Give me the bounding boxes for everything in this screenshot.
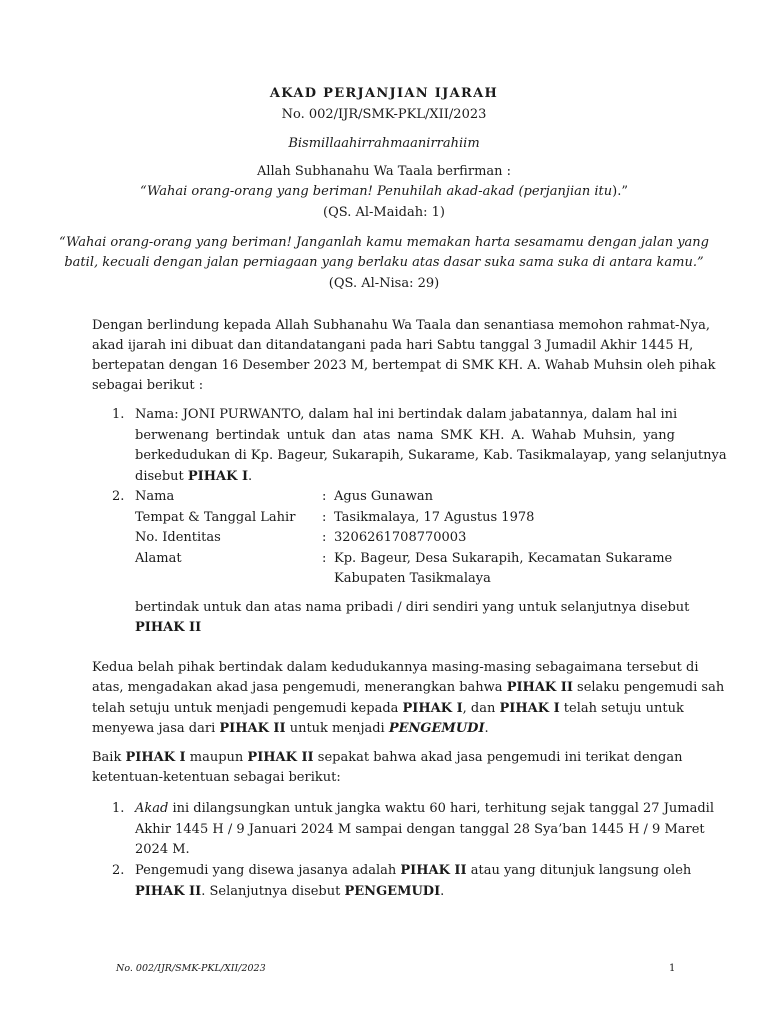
party2-value-address: Kp. Bageur, Desa Sukarapih, Kecamatan Sukarame	[334, 551, 673, 566]
para3-line-1-c: maupun	[185, 750, 248, 765]
term2-line-2-d: .	[440, 884, 445, 899]
quote-intro: Allah Subhanahu Wa Taala berfirman :	[256, 164, 512, 179]
para2-line-3-d: PIHAK I	[499, 701, 560, 716]
para2-line-1: Kedua belah pihak bertindak dalam kedudukannya masing-masing sebagaimana tersebut di	[92, 660, 699, 675]
term2-line-2-a: PIHAK II	[135, 884, 202, 899]
party1-designation-suffix: .	[248, 469, 253, 484]
term2-line-1-c: atau yang ditunjuk langsung oleh	[466, 863, 692, 878]
term1-line-1-rest: ini dilangsungkan untuk jangka waktu 60 hari, terhitung sejak tanggal 27 Jumadil	[168, 801, 715, 816]
page-number: 1	[669, 963, 676, 974]
para2-line-4-d: PENGEMUDI	[388, 721, 485, 736]
party2-sep-name: :	[322, 489, 327, 504]
quote-nisa-line2: batil, kecuali dengan jalan perniagaan yang berlaku atas dasar suka sama suka di antara kamu.”	[64, 255, 704, 270]
party1-line-4	[135, 469, 252, 484]
para2-line-3-a: telah setuju untuk menjadi pengemudi kepada	[92, 701, 403, 716]
party2-designation	[135, 620, 201, 635]
party2-label-id: No. Identitas	[135, 530, 221, 545]
party1-line-2: berwenang bertindak untuk dan atas nama SMK KH. A. Wahab Muhsin, yang	[135, 428, 675, 443]
opening-line-1: Dengan berlindung kepada Allah Subhanahu Wa Taala dan senantiasa memohon rahmat-Nya,	[92, 318, 710, 333]
term2-line-2-c: PENGEMUDI	[344, 884, 441, 899]
quote-maidah-gloss: perjanjian itu	[523, 184, 613, 199]
document-number: No. 002/IJR/SMK-PKL/XII/2023	[281, 107, 487, 122]
term2-number: 2.	[112, 863, 125, 878]
quote-nisa-ref: (QS. Al-Nisa: 29)	[328, 276, 440, 291]
opening-line-2: akad ijarah ini dibuat dan ditandatangani pada hari Sabtu tanggal 3 Jumadil Akhir 1445 H,	[92, 338, 694, 353]
party2-value-birth: Tasikmalaya, 17 Agustus 1978	[334, 510, 535, 525]
party2-label-birth: Tempat & Tanggal Lahir	[135, 510, 296, 525]
party2-sep-address: :	[322, 551, 327, 566]
term1-line-2: Akhir 1445 H / 9 Januari 2024 M sampai dengan tanggal 28 Sya’ban 1445 H / 9 Maret	[135, 822, 705, 837]
party2-value-name: Agus Gunawan	[334, 489, 434, 504]
quote-maidah-text: “Wahai orang-orang yang beriman! Penuhilah akad-akad (	[139, 184, 524, 199]
term1-line-1	[135, 801, 715, 816]
term2-line-1-b: PIHAK II	[400, 863, 467, 878]
quote-maidah-ref: (QS. Al-Maidah: 1)	[323, 205, 445, 220]
term1-number: 1.	[112, 801, 125, 816]
term2-line-2	[135, 884, 444, 899]
party2-number: 2.	[112, 489, 125, 504]
para3-line-1	[92, 750, 683, 765]
term2-line-2-b: . Selanjutnya disebut	[201, 884, 345, 899]
term2-line-1-a: Pengemudi yang disewa jasanya adalah	[135, 863, 401, 878]
para2-line-2-c: selaku pengemudi sah	[572, 680, 725, 695]
basmalah: Bismillaahirrahmaanirrahiim	[288, 136, 480, 151]
term1-akad: Akad	[135, 801, 169, 816]
party1-line-1: Nama: JONI PURWANTO, dalam hal ini bertindak dalam jabatannya, dalam hal ini	[135, 407, 678, 422]
para2-line-4-e: .	[484, 721, 489, 736]
term2-line-1	[135, 863, 692, 878]
party2-label-name: Nama	[135, 489, 175, 504]
para2-line-2-a: atas, mengadakan akad jasa pengemudi, menerangkan bahwa	[92, 680, 507, 695]
party2-label-address: Alamat	[135, 551, 182, 566]
party2-sep-birth: :	[322, 510, 327, 525]
party1-number: 1.	[112, 407, 125, 422]
party2-designation-text: PIHAK II	[135, 620, 202, 635]
quote-nisa-line1: “Wahai orang-orang yang beriman! Janganlah kamu memakan harta sesamamu dengan jalan yang	[59, 235, 709, 250]
party2-sep-id: :	[322, 530, 327, 545]
para2-line-4-b: PIHAK II	[219, 721, 286, 736]
document-title: AKAD PERJANJIAN IJARAH	[269, 86, 499, 101]
party1-line-3: berkedudukan di Kp. Bageur, Sukarapih, Sukarame, Kab. Tasikmalayap, yang selanjutnya	[135, 448, 727, 463]
para3-line-2: ketentuan-ketentuan sebagai berikut:	[92, 770, 341, 785]
para2-line-2-b: PIHAK II	[506, 680, 573, 695]
para2-line-4-c: untuk menjadi	[285, 721, 389, 736]
para2-line-3-b: PIHAK I	[402, 701, 463, 716]
quote-maidah-end: ).”	[612, 184, 628, 199]
quote-maidah	[0, 184, 768, 199]
para2-line-3-c: , dan	[462, 701, 500, 716]
para3-line-1-d: PIHAK II	[247, 750, 314, 765]
opening-line-3: bertepatan dengan 16 Desember 2023 M, bertempat di SMK KH. A. Wahab Muhsin oleh pihak	[92, 358, 716, 373]
para3-line-1-b: PIHAK I	[125, 750, 186, 765]
para2-line-2	[92, 680, 725, 695]
party2-acting-line-1: bertindak untuk dan atas nama pribadi / diri sendiri yang untuk selanjutnya disebut	[135, 600, 690, 615]
party1-designation-prefix: disebut	[135, 469, 188, 484]
para3-line-1-a: Baik	[92, 750, 126, 765]
term1-line-3: 2024 M.	[135, 842, 190, 857]
para2-line-3-e: telah setuju untuk	[559, 701, 684, 716]
party1-designation: PIHAK I	[187, 469, 249, 484]
para2-line-4	[92, 721, 489, 736]
para2-line-3	[92, 701, 684, 716]
opening-line-4: sebagai berikut :	[92, 378, 204, 393]
party2-value-id: 3206261708770003	[334, 530, 467, 545]
footer-document-number: No. 002/IJR/SMK-PKL/XII/2023	[116, 963, 266, 974]
para3-line-1-e: sepakat bahwa akad jasa pengemudi ini terikat dengan	[313, 750, 683, 765]
para2-line-4-a: menyewa jasa dari	[92, 721, 220, 736]
party2-value-address-cont: Kabupaten Tasikmalaya	[334, 571, 491, 586]
